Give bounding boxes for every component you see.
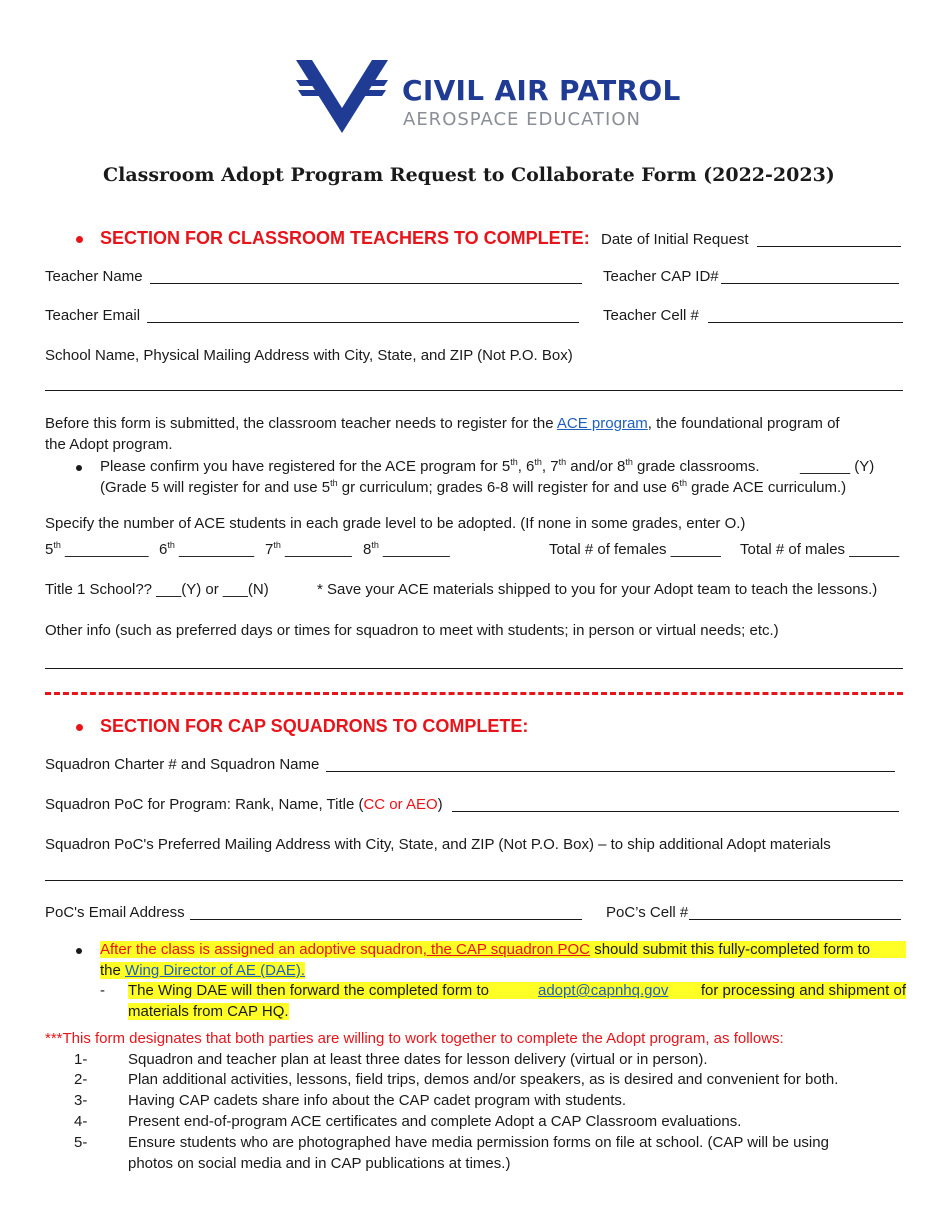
squadron-section-heading: SECTION FOR CAP SQUADRONS TO COMPLETE: [100,716,529,736]
poc-cell-label: PoC’s Cell # [606,904,689,921]
poc-mailing-field[interactable] [45,880,903,881]
before-submit-text: Before this form is submitted, the classroom teacher needs to register for the ACE program, the foundational program of [45,415,840,432]
list-number: 2- [74,1071,88,1088]
other-info-label: Other info (such as preferred days or times for squadron to meet with students; in person or virtual needs; etc.) [45,622,779,639]
school-address-label: School Name, Physical Mailing Address with City, State, and ZIP (Not P.O. Box) [45,347,573,364]
list-item: Plan additional activities, lessons, field trips, demos and/or speakers, as is desired and convenient for both. [128,1071,839,1088]
poc-email-field[interactable] [190,919,582,920]
cap-wings-icon [294,56,390,134]
ace-confirm-field[interactable]: ______ (Y) [800,458,875,475]
list-item: Squadron and teacher plan at least three dates for lesson delivery (virtual or in person). [128,1051,708,1068]
teacher-email-label: Teacher Email [45,307,141,324]
wing-dae-link[interactable]: Wing Director of AE (DAE). [125,962,306,979]
forward-instruction-cont: materials from CAP HQ. [128,1003,289,1020]
date-request-label: Date of Initial Request [601,231,749,248]
list-number: 5- [74,1134,88,1151]
grade-curriculum-note: (Grade 5 will register for and use 5th gr curriculum; grades 6-8 will register for and use 6th grade ACE curriculum.) [100,478,847,496]
poc-email-label: PoC's Email Address [45,904,185,921]
poc-mailing-label: Squadron PoC's Preferred Mailing Address with City, State, and ZIP (Not P.O. Box) – to ship additional Adopt materials [45,836,831,853]
forward-instruction: The Wing DAE will then forward the completed form to adopt@capnhq.gov for processing and shipment of [128,982,906,999]
teacher-cell-field[interactable] [708,322,903,323]
red-bullet-icon [76,236,83,243]
title1-field[interactable]: Title 1 School?? ___(Y) or ___(N) [45,581,269,598]
teacher-cell-label: Teacher Cell # [603,307,699,324]
before-submit-text-cont: the Adopt program. [45,436,173,453]
list-item: Having CAP cadets share info about the CAP cadet program with students. [128,1092,627,1109]
teacher-section-heading: SECTION FOR CLASSROOM TEACHERS TO COMPLETE: [100,228,590,248]
specify-text: Specify the number of ACE students in each grade level to be adopted. (If none in some grades, enter O.) [45,515,746,532]
school-address-field[interactable] [45,390,903,391]
teacher-name-field[interactable] [150,283,582,284]
bullet-icon [76,465,82,471]
logo-subtitle: AEROSPACE EDUCATION [403,109,641,130]
ace-program-link[interactable]: ACE program [556,415,648,432]
red-bullet-icon [76,724,83,731]
squadron-poc-field[interactable] [452,811,899,812]
grade-6-field[interactable]: 6th _________ [159,540,255,558]
form-title: Classroom Adopt Program Request to Collaborate Form (2022-2023) [103,164,835,186]
logo-name: CIVIL AIR PATROL [402,74,681,107]
total-females-field[interactable]: Total # of females ______ [549,541,721,558]
save-materials-note: * Save your ACE materials shipped to you for your Adopt team to teach the lessons.) [317,581,878,598]
squadron-charter-field[interactable] [326,771,895,772]
designation-text: ***This form designates that both parties are willing to work together to complete the Adopt program, as follows: [45,1030,784,1047]
list-item: Present end-of-program ACE certificates and complete Adopt a CAP Classroom evaluations. [128,1113,742,1130]
grade-7-field[interactable]: 7th ________ [265,540,352,558]
submission-instruction: After the class is assigned an adoptive squadron, the CAP squadron POC should submit this fully-completed form to [100,941,906,958]
squadron-charter-label: Squadron Charter # and Squadron Name [45,756,320,773]
teacher-name-label: Teacher Name [45,268,143,285]
list-number: 3- [74,1092,88,1109]
teacher-cap-id-field[interactable] [721,283,899,284]
bullet-icon [76,948,82,954]
poc-cell-field[interactable] [689,919,901,920]
adopt-email-link[interactable]: adopt@capnhq.gov [538,982,669,999]
other-info-field[interactable] [45,668,903,669]
grade-8-field[interactable]: 8th ________ [363,540,450,558]
list-item-cont: photos on social media and in CAP publications at times.) [128,1155,511,1172]
submission-instruction-cont: the Wing Director of AE (DAE). [100,962,306,979]
teacher-email-field[interactable] [147,322,579,323]
ace-confirm-text: Please confirm you have registered for the ACE program for 5th, 6th, 7th and/or 8th grade classrooms. [100,457,760,475]
list-item: Ensure students who are photographed have media permission forms on file at school. (CAP will be using [128,1134,829,1151]
total-males-field[interactable]: Total # of males ______ [740,541,900,558]
list-number: 4- [74,1113,88,1130]
list-number: 1- [74,1051,88,1068]
date-request-field[interactable] [757,246,901,247]
dash-marker: - [100,982,105,999]
squadron-poc-label: Squadron PoC for Program: Rank, Name, Title (CC or AEO) [45,796,443,813]
grade-5-field[interactable]: 5th __________ [45,540,149,558]
section-divider [45,692,903,695]
teacher-cap-id-label: Teacher CAP ID# [603,268,719,285]
